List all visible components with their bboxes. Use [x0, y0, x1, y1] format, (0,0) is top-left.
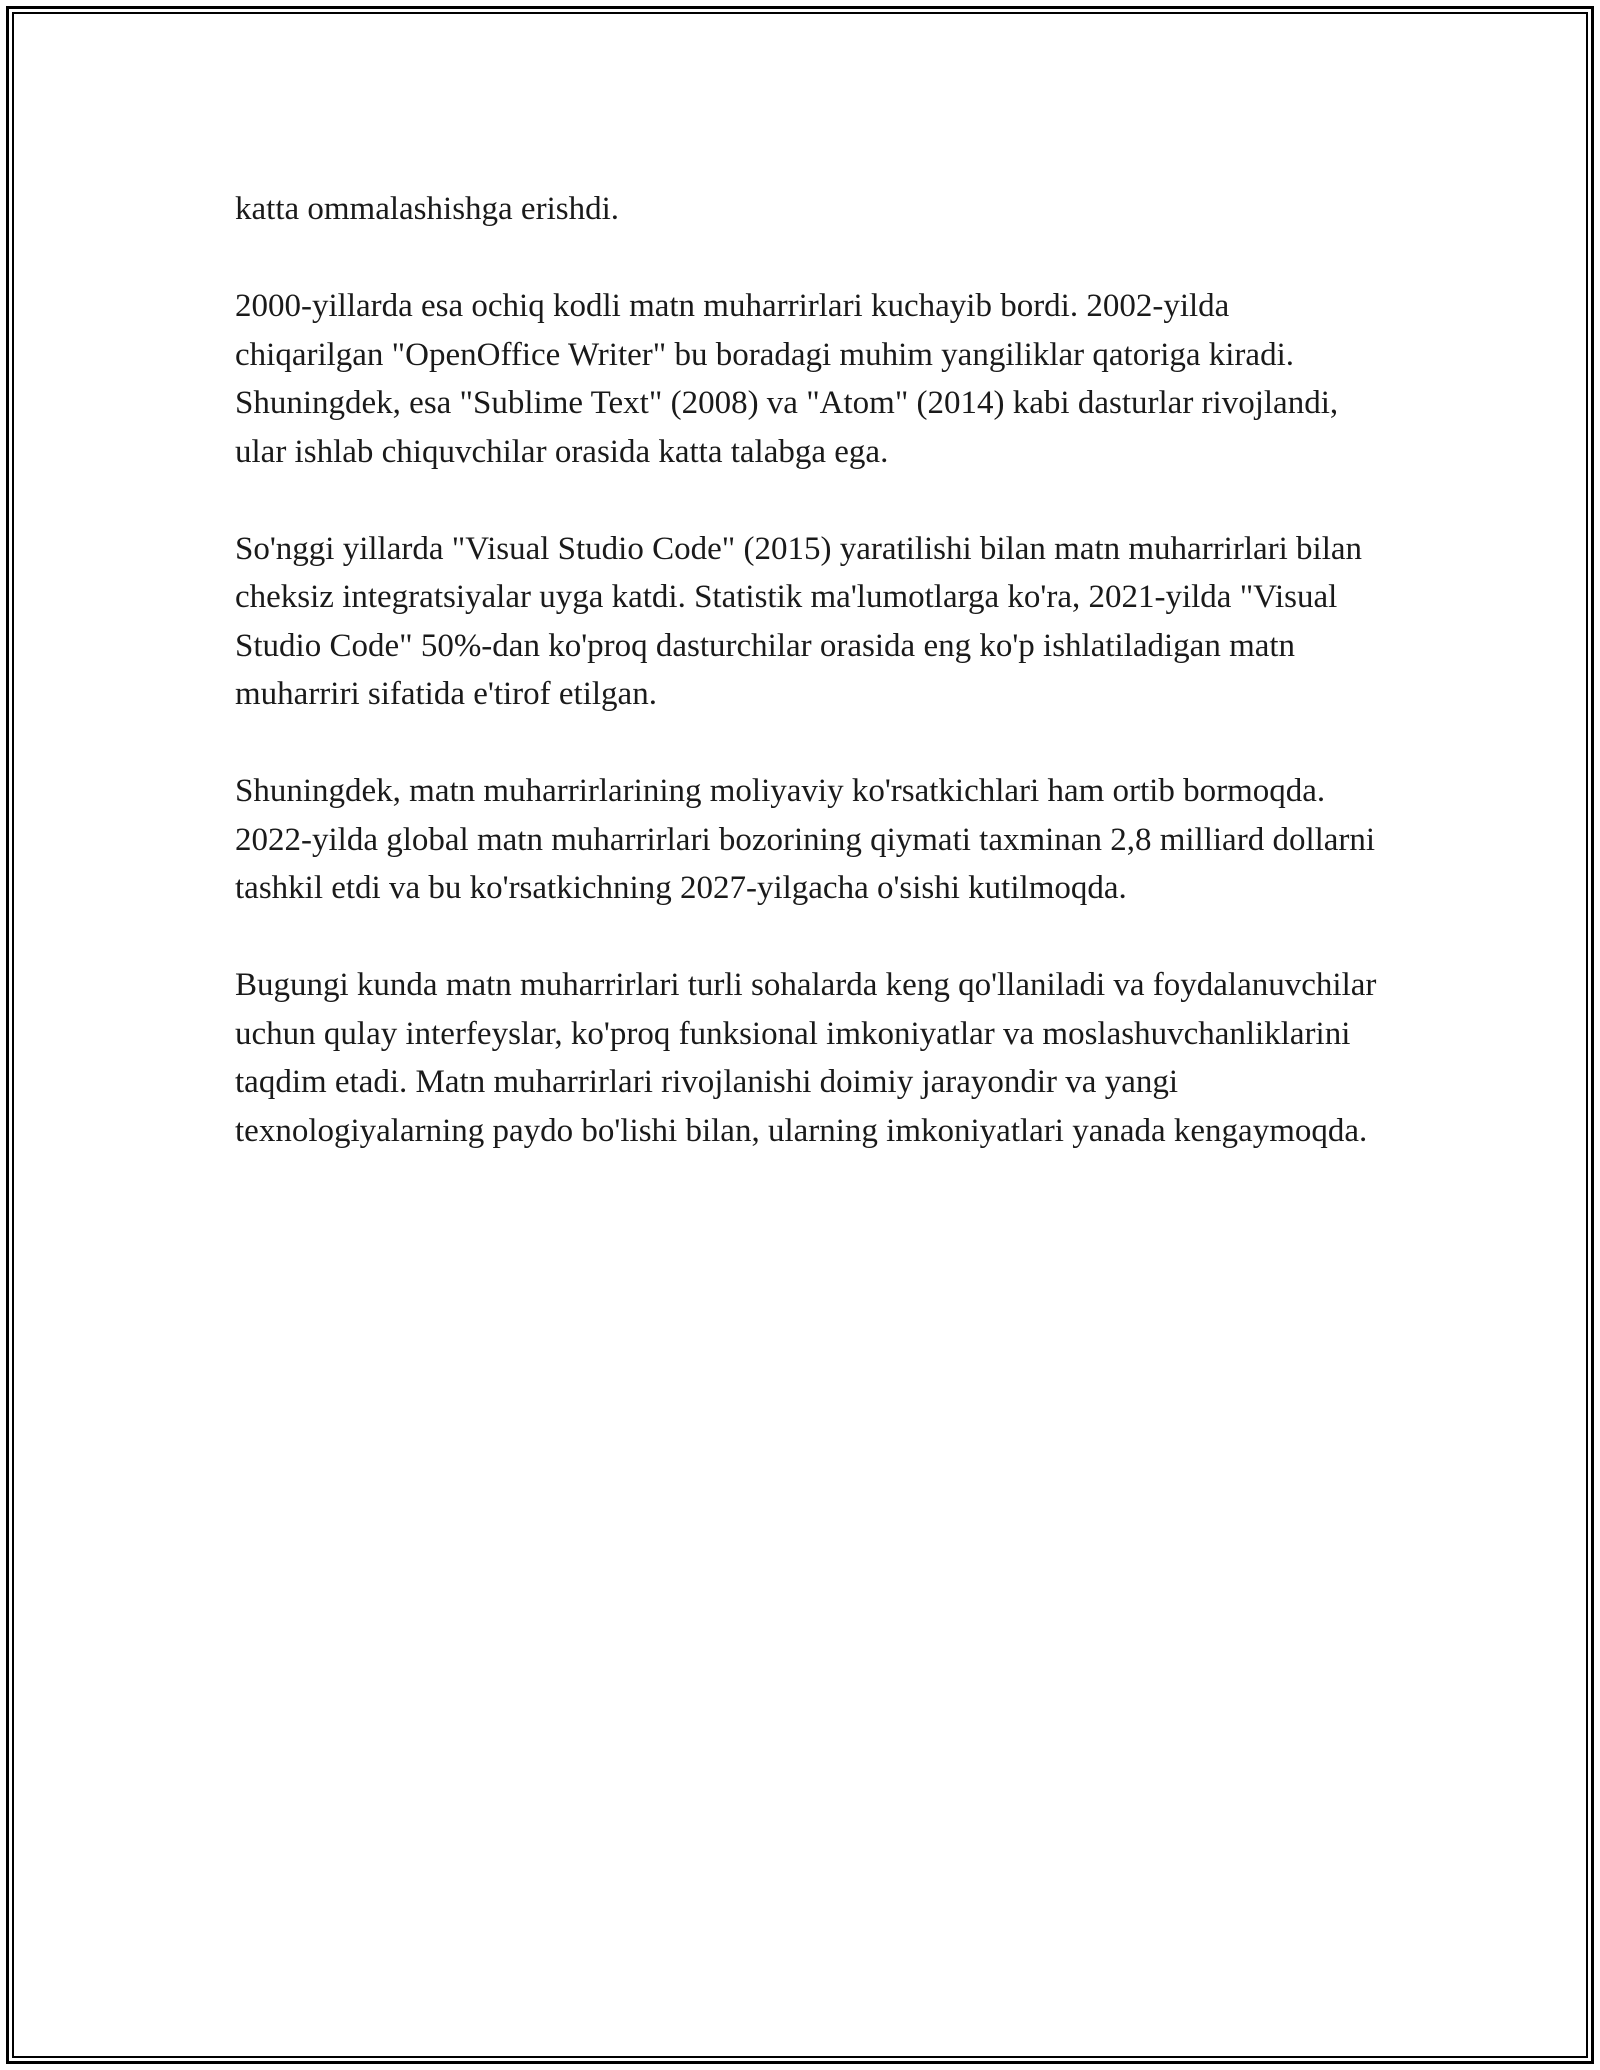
- paragraph-today: Bugungi kunda matn muharrirlari turli sohalarda keng qo'llaniladi va foydalanuvchilar uchun qulay interfeyslar, ko'proq funksional imkoniyatlar va moslashuvchanliklarini taqdim etadi. Matn muharrirlari rivojlanishi doimiy jarayondir va yangi texnologiyalarning paydo bo'lishi bilan, ularning imkoniyatlari yanada kengaymoqda.: [235, 967, 1377, 1149]
- paragraph-visual-studio-code: So'nggi yillarda "Visual Studio Code" (2015) yaratilishi bilan matn muharrirlari bilan cheksiz integratsiyalar uyga katdi. Statistik ma'lumotlarga ko'ra, 2021-yilda "Visual Studio Code" 50%-dan ko'proq dasturchilar orasida eng ko'p ishlatiladigan matn muharriri sifatida e'tirof etilgan.: [235, 530, 1363, 712]
- document-body: [235, 185, 1385, 1204]
- paragraph-continuation: katta ommalashishga erishdi.: [235, 191, 619, 227]
- paragraph-market-value: Shuningdek, matn muharrirlarining moliyaviy ko'rsatkichlari ham ortib bormoqda. 2022-yilda global matn muharrirlari bozorining qiymati taxminan 2,8 milliard dollarni tashkil etdi va bu ko'rsatkichning 2027-yilgacha o'sishi kutilmoqda.: [235, 773, 1376, 906]
- paragraph-open-source-editors: 2000-yillarda esa ochiq kodli matn muharrirlari kuchayib bordi. 2002-yilda chiqarilgan "OpenOffice Writer" bu boradagi muhim yangiliklar qatoriga kiradi. Shuningdek, esa "Sublime Text" (2008) va "Atom" (2014) kabi dasturlar rivojlandi, ular ishlab chiquvchilar orasida katta talabga ega.: [235, 288, 1339, 470]
